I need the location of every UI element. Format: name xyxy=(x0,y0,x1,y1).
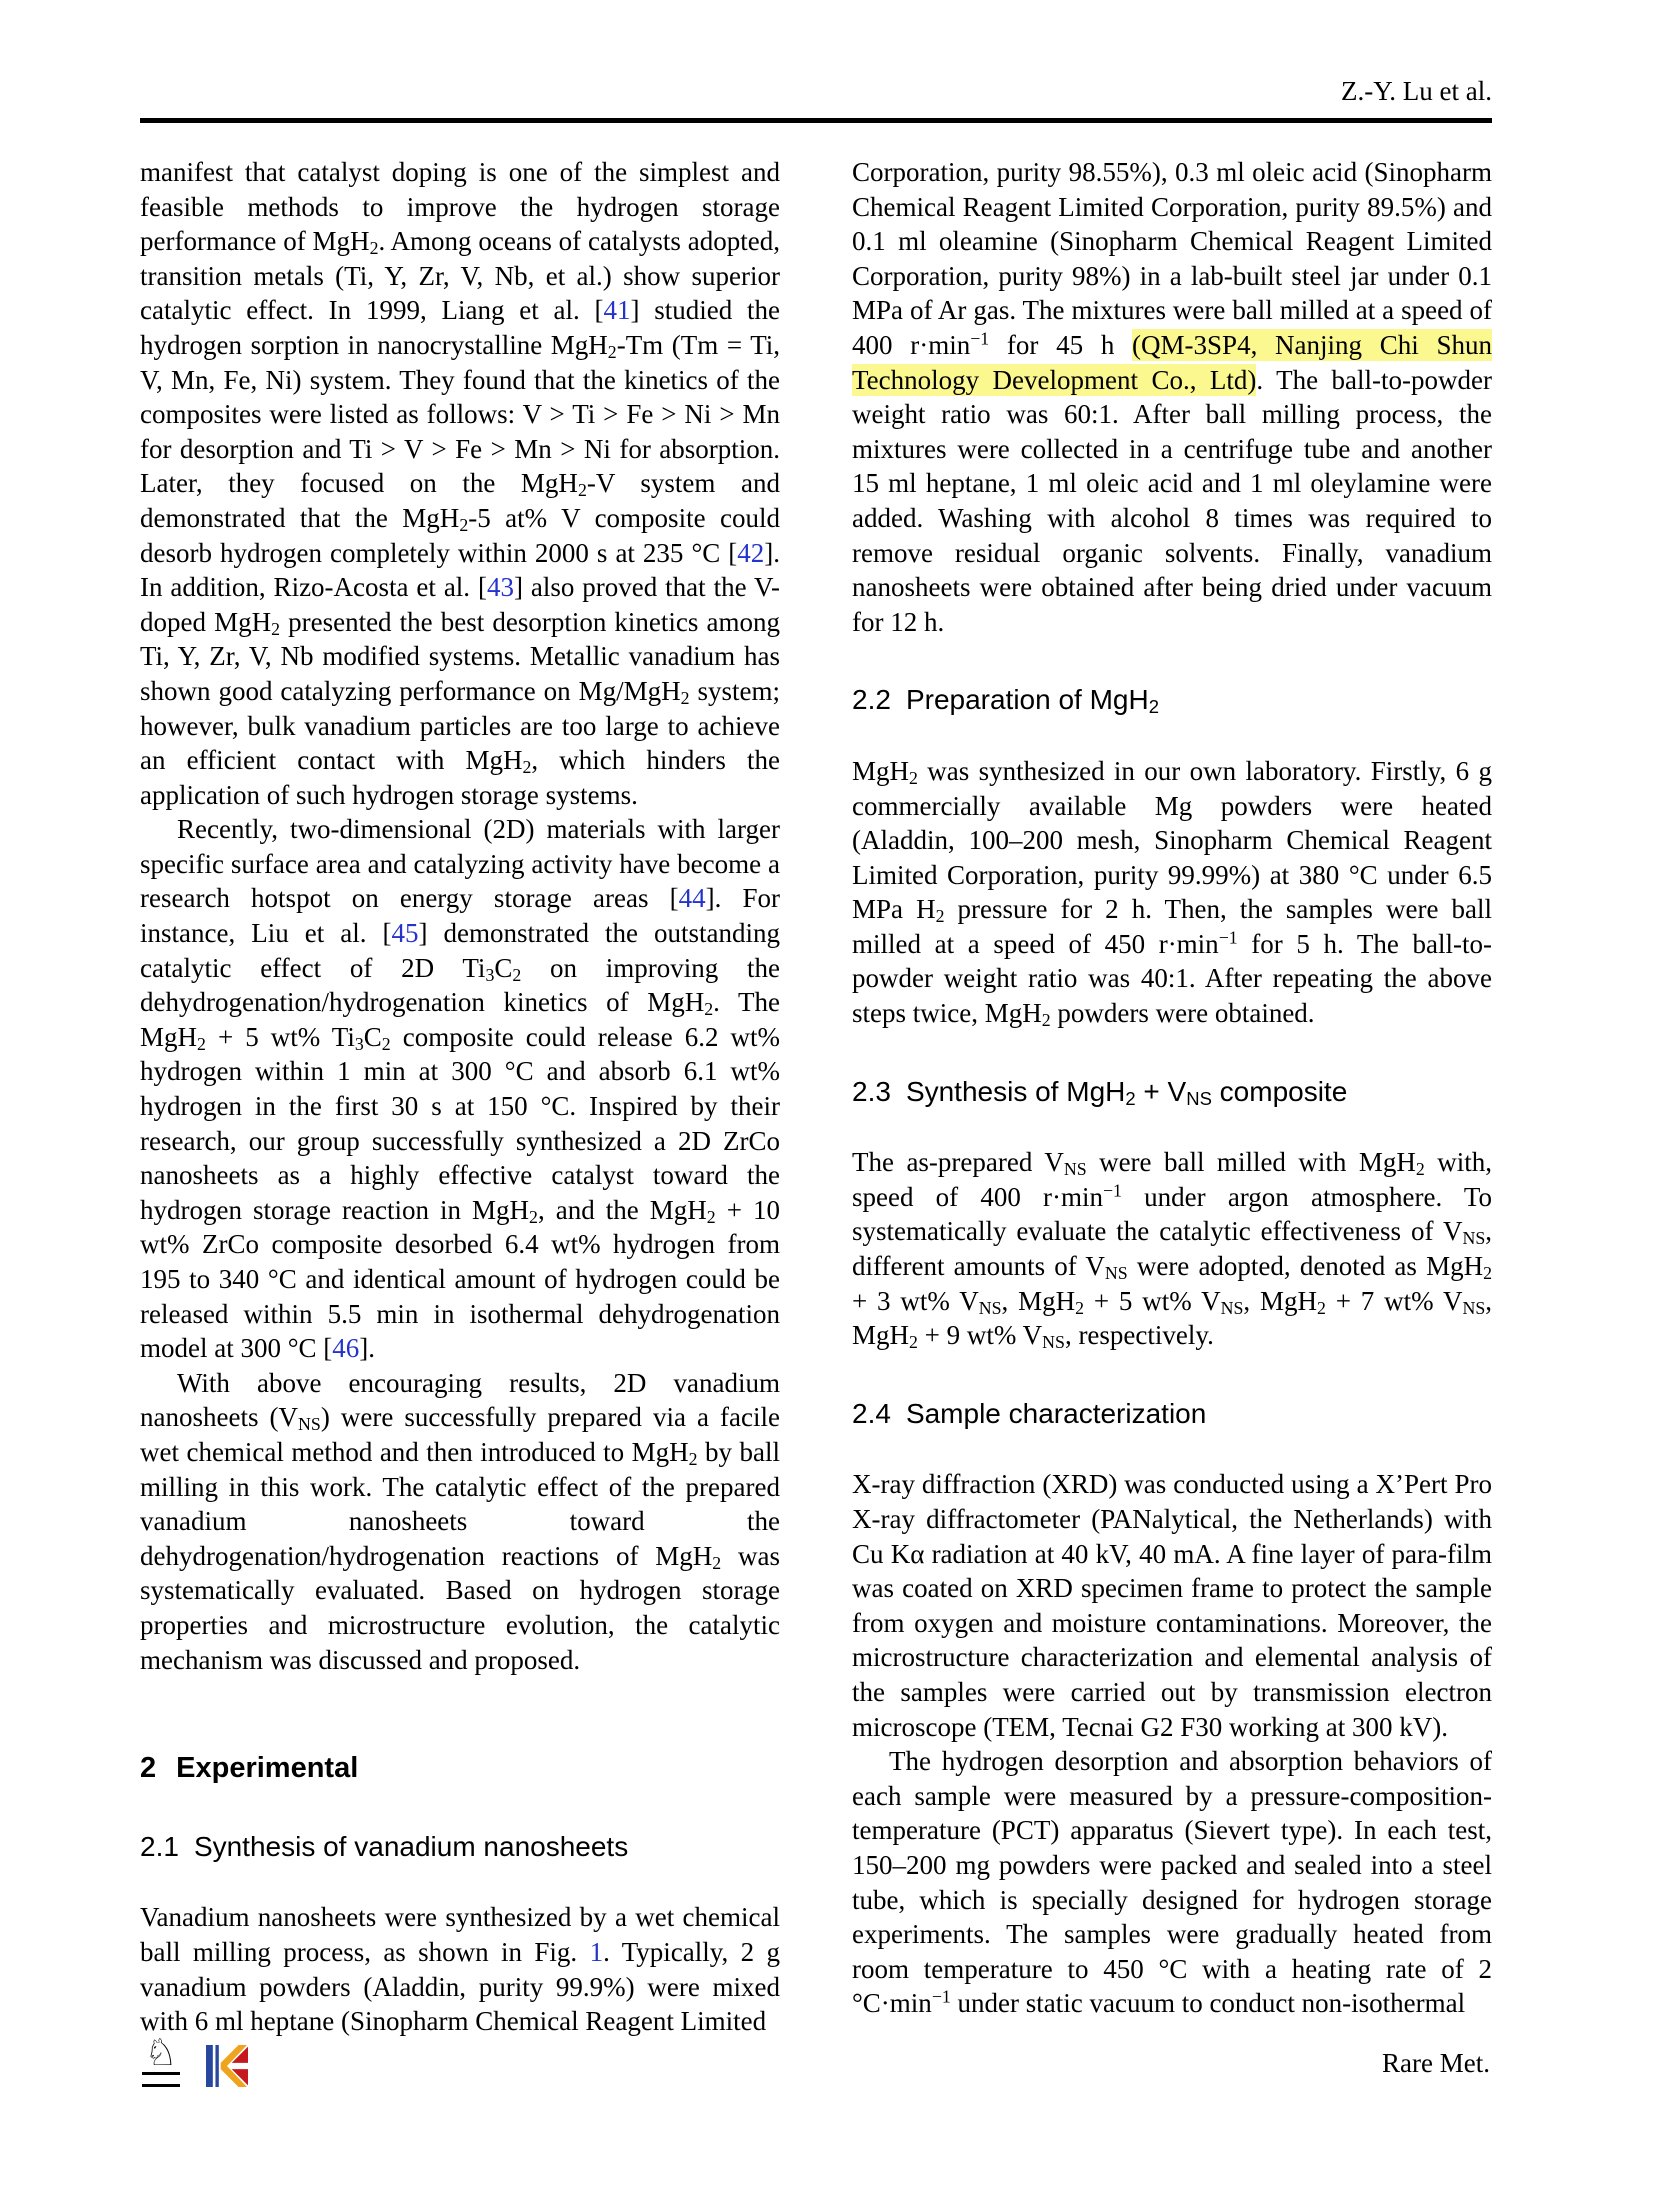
subscript: NS xyxy=(1462,1297,1486,1318)
subscript: NS xyxy=(1042,1332,1065,1353)
section-number: 2.1 xyxy=(140,1830,179,1862)
running-author: Z.-Y. Lu et al. xyxy=(1341,76,1492,106)
subscript: 2 xyxy=(197,1033,206,1054)
paragraph: With above encouraging results, 2D vanadium nanosheets $(V_{NS})$ were successfully prepared via a facile wet chemical method and then introduced to MgH$_2$ by ball milling in this work. The catalytic effect of the prepared vanadium nanosheets toward the dehydrogenation/hydrogenation reactions of MgH$_2$ was systematically evaluated. Based on hydrogen storage properties and microstructure evolution, the catalytic mechanism was discussed and proposed. xyxy=(140,1367,781,1675)
subscript: 2 xyxy=(512,964,522,985)
left-column xyxy=(140,155,780,2039)
subscript: 2 xyxy=(1125,1087,1136,1109)
highlighted-text: (QM-3SP4, Nanjing Chi Shun Technology Development Co., Ltd) xyxy=(852,329,1492,395)
subscript: NS xyxy=(1462,1228,1486,1249)
right-column xyxy=(852,155,1492,2039)
subscript: 2 xyxy=(1075,1297,1085,1318)
subscript: 2 xyxy=(577,480,587,501)
subscript: 2 xyxy=(704,999,714,1020)
knight-icon: ♘ xyxy=(144,2031,178,2074)
paragraph: Corporation, purity 98.55%), 0.3 ml oleic acid (Sinopharm Chemical Reagent Limited Corporation, purity 89.5%) and 0.1 ml oleamine (Sinopharm Chemical Reagent Limited Corporation, purity 98%) in a lab-built steel jar under 0.1 MPa of Ar gas. The mixtures were ball milled at a speed of 400 $r\cdot\min^{-1}$ for 45 h (QM-3SP4, Nanjing Chi Shun Technology Development Co., Ltd). The ball-to-powder weight ratio was 60:1. After ball milling process, the mixtures were collected in a centrifuge tube and another 15 ml heptane, 1 ml oleic acid and 1 ml oleylamine were added. Washing with alcohol 8 times was required to remove residual organic solvents. Finally, vanadium nanosheets were obtained after being dried under vacuum for 12 h. xyxy=(852,157,1493,637)
subsection-heading: 2.2 Preparation of MgH$_2$ xyxy=(852,684,1160,718)
citation-link[interactable]: 46 xyxy=(332,1333,360,1364)
springer-knight-logo xyxy=(142,2031,180,2087)
citation-link[interactable]: 45 xyxy=(391,918,419,949)
subscript: 2 xyxy=(680,687,690,708)
citation-link[interactable]: 1 xyxy=(589,1936,604,1967)
subscript: 2 xyxy=(1415,1159,1425,1180)
subscript: NS xyxy=(1186,1087,1212,1109)
section-number: 2.4 xyxy=(852,1397,891,1429)
citation-link[interactable]: 44 xyxy=(678,883,706,914)
superscript: −1 xyxy=(1103,1180,1122,1201)
subscript: 2 xyxy=(1316,1297,1326,1318)
citation-link[interactable]: 41 xyxy=(603,295,631,326)
paragraph: The hydrogen desorption and absorption behaviors of each sample were measured by a pressure-composition-temperature (PCT) apparatus (Sievert type). In each test, 150–200 mg powders were packed and sealed into a steel tube, which is specially designed for hydrogen storage experiments. The samples were gradually heated from room temperature to 450 °C with a heating rate of 2 $^\circ C\cdot\min^{-1}$ under static vacuum to conduct non-isothermal xyxy=(852,1746,1492,2019)
two-column-body xyxy=(140,155,1492,2039)
subscript: 2 xyxy=(909,1332,918,1353)
paragraph: Vanadium nanosheets were synthesized by a wet chemical ball milling process, as shown in Fig. 1. Typically, 2 g vanadium powders (Aladdin, purity 99.9%) were mixed with 6 ml heptane (Sinopharm Chemical Reagent Limited xyxy=(140,1902,781,2037)
page-header xyxy=(140,0,1492,106)
journal-footer: Rare Met. xyxy=(1382,2048,1490,2078)
subscript: NS xyxy=(1063,1159,1087,1180)
subscript: 2 xyxy=(529,1206,538,1227)
subscript: NS xyxy=(1104,1262,1128,1283)
superscript: −1 xyxy=(970,328,990,349)
publisher-k-logo xyxy=(206,2045,248,2087)
superscript: −1 xyxy=(931,1987,951,2008)
subscript: 3 xyxy=(354,1033,364,1054)
subscript: 2 xyxy=(706,1206,716,1227)
subsection-heading: 2.1 Synthesis of vanadium nanosheets xyxy=(140,1830,780,1865)
subscript: 2 xyxy=(381,1033,391,1054)
subscript: 2 xyxy=(1148,696,1160,718)
subscript: NS xyxy=(1220,1297,1244,1318)
publisher-logos xyxy=(142,2031,248,2087)
paragraph: X-ray diffraction (XRD) was conducted using a X’Pert Pro X-ray diffractometer (PANalytical, the Netherlands) with Cu Kα radiation at 40 kV, 40 mA. A fine layer of para-film was coated on XRD specimen frame to protect the sample from oxygen and moisture contaminations. Moreover, the microstructure characterization and elemental analysis of the samples were carried out by transmission electron microscope (TEM, Tecnai G2 F30 working at 300 kV). xyxy=(852,1469,1492,1742)
subscript: 2 xyxy=(935,906,945,927)
subsection-heading: 2.3 Synthesis of $MgH_2 + V_{NS}$ composite xyxy=(852,1075,1348,1109)
section-number: 2.2 xyxy=(852,684,891,716)
subscript: 2 xyxy=(909,767,918,788)
paragraph: manifest that catalyst doping is one of the simplest and feasible methods to improve the hydrogen storage performance of MgH$_2$. Among oceans of catalysts adopted, transition metals (Ti, Y, Zr, V, Nb, et al.) show superior catalytic effect. In 1999, Liang et al. [41] studied the hydrogen sorption in nanocrystalline MgH$_2$-Tm (Tm = Ti, V, Mn, Fe, Ni) system. They found that the kinetics of the composites were listed as follows: V > Ti > Fe > Ni > Mn for desorption and Ti > V > Fe > Mn > Ni for absorption. Later, they focused on the MgH$_2$-V system and demonstrated that the MgH$_2$-5 at% V composite could desorb hydrogen completely within 2000 s at 235 °C [42]. In addition, Rizo-Acosta et al. [43] also proved that the V-doped MgH$_2$ presented the best desorption kinetics among Ti, Y, Zr, V, Nb modified systems. Metallic vanadium has shown good catalyzing performance on Mg/MgH$_2$ system; however, bulk vanadium particles are too large to achieve an efficient contact with MgH$_2$, which hinders the application of such hydrogen storage systems. xyxy=(140,157,780,810)
subscript: NS xyxy=(978,1297,1002,1318)
knight-base-lines xyxy=(142,2072,180,2087)
paragraph: The as-prepared $V_{NS}$ were ball milled with MgH$_2$ with, speed of 400 $r\cdot\min^{-1}$ under argon atmosphere. To systematically evaluate the catalytic effectiveness of $V_{NS}$, different amounts of $V_{NS}$ were adopted, denoted as MgH$_2$ + 3 wt% $V_{NS}$, MgH$_2$ + 5 wt% $V_{NS}$, MgH$_2$ + 7 wt% $V_{NS}$, MgH$_2$ + 9 wt% $V_{NS}$, respectively. xyxy=(852,1147,1492,1353)
subscript: 2 xyxy=(271,618,280,639)
superscript: −1 xyxy=(1218,927,1238,948)
subscript: 2 xyxy=(459,514,469,535)
subscript: 2 xyxy=(712,1552,722,1573)
subscript: 2 xyxy=(369,238,379,259)
citation-link[interactable]: 43 xyxy=(486,572,514,603)
section-number: 2 xyxy=(140,1752,157,1785)
section-heading: 2 Experimental xyxy=(140,1752,359,1785)
subscript: 2 xyxy=(522,757,532,777)
paragraph: Recently, two-dimensional (2D) materials with larger specific surface area and catalyzing activity have become a research hotspot on energy storage areas [44]. For instance, Liu et al. [45] demonstrated the outstanding catalytic effect of 2D $Ti_3C_2$ on improving the dehydrogenation/hydrogenation kinetics of MgH$_2$. The MgH$_2$ + 5 wt% $Ti_3C_2$ composite could release 6.2 wt% hydrogen within 1 min at 300 °C and absorb 6.1 wt% hydrogen in the first 30 s at 150 °C. Inspired by their research, our group successfully synthesized a 2D ZrCo nanosheets as a highly effective catalyst toward the hydrogen storage reaction in MgH$_2$, and the MgH$_2$ + 10 wt% ZrCo composite desorbed 6.4 wt% hydrogen from 195 to 340 °C and identical amount of hydrogen could be released within 5.5 min in isothermal dehydrogenation model at 300 °C [46]. xyxy=(140,814,780,1364)
subscript: NS xyxy=(298,1414,321,1435)
header-rule xyxy=(140,118,1492,123)
subsection-heading: 2.4 Sample characterization xyxy=(852,1397,1492,1432)
subscript: 3 xyxy=(485,964,495,985)
subscript: 2 xyxy=(607,341,617,362)
paragraph: MgH$_2$ was synthesized in our own laboratory. Firstly, 6 g commercially available Mg powders were heated (Aladdin, 100–200 mesh, Sinopharm Chemical Reagent Limited Corporation, purity 99.99%) at 380 °C under 6.5 MPa $H_2$ pressure for 2 h. Then, the samples were ball milled at a speed of 450 $r\cdot\min^{-1}$ for 5 h. The ball-to-powder weight ratio was 40:1. After repeating the above steps twice, MgH$_2$ powders were obtained. xyxy=(852,755,1492,1030)
subscript: 2 xyxy=(1041,1009,1051,1030)
citation-link[interactable]: 42 xyxy=(737,537,765,568)
subscript: 2 xyxy=(688,1448,698,1469)
section-number: 2.3 xyxy=(852,1075,891,1107)
subscript: 2 xyxy=(1483,1262,1492,1283)
page-content xyxy=(140,0,1492,2039)
